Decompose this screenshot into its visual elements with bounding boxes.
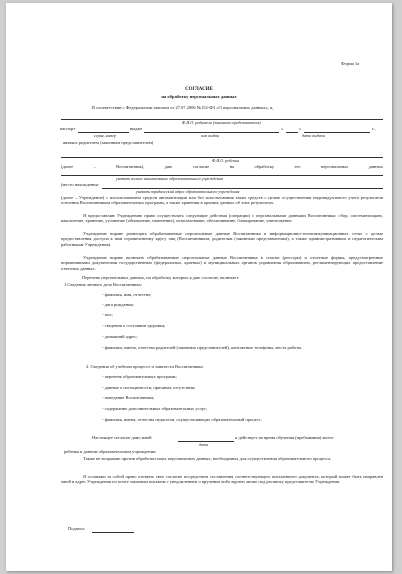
operations-paragraph: Я предоставляю Учреждению право осуществлять следующие действия (операции) с персональными данными Воспитанника: сбор, систематизацию, накопление, хранение, уточнение (обновление, изменение), использование, обезличивание, блокирование, уничтожение. xyxy=(61,213,383,224)
section1-item: - пол; xyxy=(102,312,113,317)
intro-text: В соответствии с Федеральным законом от 27.07.2006 №152-ФЗ «О персональных данных», я, xyxy=(92,105,274,110)
issue-day-line[interactable] xyxy=(286,132,298,133)
issued-label: выдан xyxy=(130,126,142,131)
child-fio-caption: Ф.И.О. ребенка xyxy=(212,158,239,163)
purpose-paragraph: (далее – Учреждение) с использованием средств автоматизации или без использования таких средств с целью осуществления индивидуального учета результатов освоения Воспитанником образовательных программ, а также хранения в архивах данных об этих результатах. xyxy=(61,195,383,206)
section1-item: - сведения о состоянии здоровья; xyxy=(102,323,166,328)
address-caption: указать юридический адрес образовательного учреждения xyxy=(136,189,240,194)
date-caption: дата xyxy=(199,442,209,447)
section1-item: - фамилии, имена, отчества родителей (законных представителей), контактные телефоны, места работы. xyxy=(102,345,303,350)
child-row-word: персональных xyxy=(320,164,349,169)
section2-item: - поведение Воспитанника; xyxy=(102,395,155,400)
section1-title: 1.Сведения личного дела Воспитанника: xyxy=(64,282,142,287)
institution-caption: указать полное наименование образовательного учреждения xyxy=(116,176,224,181)
child-row-word: его xyxy=(294,164,301,169)
passport-label: паспорт xyxy=(60,126,76,131)
section1-item: - домашний адрес; xyxy=(102,334,138,339)
is-parent-text: являясь родителем (законным представителем) xyxy=(63,140,154,145)
reports-paragraph: Учреждение вправе включать обрабатываемые персональные данные Воспитанника в списки (реестры) и отчетные формы, предусмотренные нормативными документами государственных (федеральных, краевых) и муниципальных органов управления образованием, регламентирующих предоставление отчетных данных. xyxy=(61,255,383,271)
child-consent-row xyxy=(61,164,383,169)
child-row-word: на xyxy=(229,164,235,169)
signature-label: Подпись xyxy=(68,526,85,531)
section2-title: 2. Сведения об учебном процессе и занятости Воспитанника: xyxy=(86,364,204,369)
year-suffix: г., xyxy=(372,126,376,131)
form-title: СОГЛАСИЕ xyxy=(185,87,213,92)
closing-paragraph-2: Я оставляю за собой право отозвать свое согласие посредством составления соответствующего письменного документа, который может быть направлен мной в адрес Учреждения по почте заказным письмом с уведомлением о вручении либо вручен лично под расписку представителю Учреждения. xyxy=(61,474,383,485)
section2-item: - перечень образовательных программ; xyxy=(102,374,177,379)
list-intro: Перечень персональных данных, на обработку которых я даю согласие, включает: xyxy=(82,275,240,280)
form-subtitle: на обработку персональных данных xyxy=(161,94,237,99)
child-row-word: обработку xyxy=(254,164,275,169)
child-row-word: даю xyxy=(164,164,173,169)
child-row-word: данных xyxy=(368,164,383,169)
quote-close: » xyxy=(299,126,302,131)
section1-item: - фамилия, имя, отчество; xyxy=(102,292,152,297)
form-number-label: Форма 1а xyxy=(341,61,360,66)
validity-end: и действует на время обучения (пребывания) моего xyxy=(235,435,334,440)
network-paragraph: Учреждение вправе размещать обрабатываемые персональные данные Воспитанника в информационно-телекоммуникационных сетях с целью предоставления доступа к ним ограниченному кругу лиц (Воспитанником, родителям (законным представителям), а также административным и педагогическим работникам Учреждения). xyxy=(61,231,383,247)
quote-open: « xyxy=(281,126,284,131)
child-row-word: согласие xyxy=(192,164,210,169)
closing-paragraph-1: Также не возражаю против обработки моих персональных данных, необходимых для осуществления образовательного процесса. xyxy=(83,456,332,461)
series-caption: серия, номер xyxy=(94,133,117,138)
section1-item: - дата рождения; xyxy=(102,302,134,307)
consent-form-page xyxy=(6,3,392,571)
parent-fio-caption: Ф.И.О. родителя (законного представителя) xyxy=(182,120,261,125)
section2-item: - фамилия, имена, отчества педагогов, осуществляющих образовательный процесс. xyxy=(102,417,262,422)
section2-item: - данные о посещаемости, причинах отсутствия; xyxy=(102,385,196,390)
who-issued-caption: кем выдан xyxy=(201,133,219,138)
validity-continuation: ребенка в данном образовательном учреждении. xyxy=(64,449,157,454)
date-issued-caption: дата выдачи xyxy=(302,133,325,138)
child-row-word: Воспитанник), xyxy=(116,164,145,169)
section2-item: - содержание дополнительных образовательных услуг; xyxy=(102,406,208,411)
child-row-word: (далее xyxy=(61,164,74,169)
validity-start: Настоящее согласие дано мной xyxy=(92,435,152,440)
signature-line[interactable] xyxy=(92,532,134,533)
location-label: (место нахождения: xyxy=(61,182,99,187)
child-row-word: – xyxy=(93,164,96,169)
